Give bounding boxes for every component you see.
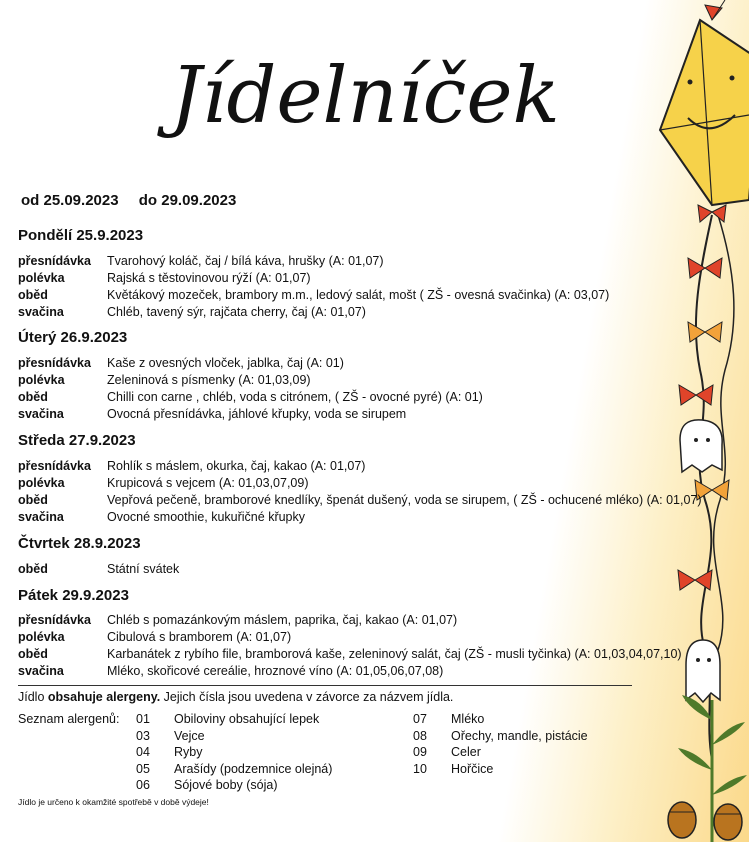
allergen-item xyxy=(136,745,202,761)
meal-type: polévka xyxy=(18,271,65,285)
meal-text: Chléb, tavený sýr, rajčata cherry, čaj (A: 01,07) xyxy=(107,305,366,319)
allergen-note xyxy=(18,690,453,704)
meal-text: Kaše z ovesných vloček, jablka, čaj (A: 01) xyxy=(107,356,344,370)
allergen-note-suffix: Jejich čísla jsou uvedena v závorce za názvem jídla. xyxy=(160,690,454,704)
allergen-item xyxy=(136,778,278,794)
day-heading-thursday: Čtvrtek 28.9.2023 xyxy=(18,535,141,552)
allergen-code: 07 xyxy=(413,712,427,726)
allergen-name: Hořčice xyxy=(451,762,494,776)
allergen-item xyxy=(136,762,332,778)
meal-type: svačina xyxy=(18,305,64,319)
bow-icon-6 xyxy=(678,570,712,590)
meal-type: polévka xyxy=(18,476,65,490)
date-to: do 29.09.2023 xyxy=(138,192,237,209)
day-heading-friday: Pátek 29.9.2023 xyxy=(18,587,129,604)
meal-type: svačina xyxy=(18,407,64,421)
meal-type: polévka xyxy=(18,630,65,644)
meal-text: Cibulová s bramborem (A: 01,07) xyxy=(107,630,292,644)
meal-type: svačina xyxy=(18,510,64,524)
meal-text: Ovocná přesnídávka, jáhlové křupky, voda se sirupem xyxy=(107,407,407,421)
allergen-name: Mléko xyxy=(451,712,485,726)
allergen-code: 06 xyxy=(136,778,150,792)
allergen-name: Vejce xyxy=(174,729,205,743)
meal-type: oběd xyxy=(18,493,48,507)
kite-eye-icon xyxy=(688,80,693,85)
allergen-name: Ryby xyxy=(174,745,203,759)
meal-text: Chléb s pomazánkovým máslem, paprika, čaj, kakao (A: 01,07) xyxy=(107,613,458,627)
ghost-icon-2 xyxy=(686,640,720,702)
allergen-note-bold: obsahuje alergeny. xyxy=(47,690,161,704)
allergen-name: Celer xyxy=(451,745,481,759)
meal-type: oběd xyxy=(18,647,48,661)
kite-body xyxy=(660,20,749,205)
meal-text: Státní svátek xyxy=(107,562,180,576)
date-range xyxy=(21,192,236,209)
allergen-item xyxy=(413,745,481,761)
bow-icon-4 xyxy=(679,385,713,405)
meal-text: Vepřová pečeně, bramborové knedlíky, špenát dušený, voda se sirupem, ( ZŠ - ochucené mléko) (A: 01,07) xyxy=(107,493,702,507)
allergen-code: 08 xyxy=(413,729,427,743)
meal-text: Tvarohový koláč, čaj / bílá káva, hrušky (A: 01,07) xyxy=(107,254,384,268)
meal-type: polévka xyxy=(18,373,65,387)
allergen-name: Ořechy, mandle, pistácie xyxy=(451,729,588,743)
allergen-item xyxy=(413,712,484,728)
allergen-code: 04 xyxy=(136,745,150,759)
divider xyxy=(18,685,632,686)
allergen-code: 03 xyxy=(136,729,150,743)
acorn-icon-2 xyxy=(714,804,742,840)
acorn-icon xyxy=(668,802,696,838)
allergen-code: 01 xyxy=(136,712,150,726)
meal-text: Karbanátek z rybího file, bramborová kaše, zeleninový salát, čaj (ZŠ - musli tyčinka) (A: 01,03,04,07,10) xyxy=(107,647,682,661)
allergen-name: Sójové boby (sója) xyxy=(174,778,278,792)
allergen-name: Arašídy (podzemnice olejná) xyxy=(174,762,333,776)
allergen-item xyxy=(413,729,588,745)
meal-type: oběd xyxy=(18,288,48,302)
footer-note: Jídlo je určeno k okamžité spotřebě v době výdeje! xyxy=(18,797,209,807)
meal-type: svačina xyxy=(18,664,64,678)
meal-type: přesnídávka xyxy=(18,254,91,268)
meal-text: Rohlík s máslem, okurka, čaj, kakao (A: 01,07) xyxy=(107,459,366,473)
bow-icon-2 xyxy=(688,258,722,278)
meal-text: Květákový mozeček, brambory m.m., ledový salát, mošt ( ZŠ - ovesná svačinka) (A: 03,07) xyxy=(107,288,610,302)
allergen-item xyxy=(136,712,319,728)
date-from: od 25.09.2023 xyxy=(21,192,119,209)
page-title xyxy=(170,10,560,170)
allergen-name: Obiloviny obsahující lepek xyxy=(174,712,320,726)
meal-text: Rajská s těstovinovou rýží (A: 01,07) xyxy=(107,271,311,285)
allergen-code: 09 xyxy=(413,745,427,759)
day-heading-tuesday: Úterý 26.9.2023 xyxy=(18,329,128,346)
day-heading-wednesday: Středa 27.9.2023 xyxy=(18,432,136,449)
meal-text: Krupicová s vejcem (A: 01,03,07,09) xyxy=(107,476,309,490)
bow-icon-3 xyxy=(688,322,722,342)
page-title-text: Jídelníček xyxy=(170,51,560,141)
allergen-list-label: Seznam alergenů: xyxy=(18,712,120,726)
meal-text: Ovocné smoothie, kukuřičné křupky xyxy=(107,510,306,524)
ghost-icon xyxy=(680,420,722,472)
allergen-item xyxy=(413,762,493,778)
meal-type: přesnídávka xyxy=(18,459,91,473)
allergen-item xyxy=(136,729,205,745)
meal-type: oběd xyxy=(18,390,48,404)
meal-text: Chilli con carne , chléb, voda s citrónem, ( ZŠ - ovocné pyré) (A: 01) xyxy=(107,390,483,404)
allergen-code: 10 xyxy=(413,762,427,776)
meal-text: Zeleninová s písmenky (A: 01,03,09) xyxy=(107,373,311,387)
meal-text: Mléko, skořicové cereálie, hroznové víno (A: 01,05,06,07,08) xyxy=(107,664,444,678)
meal-type: přesnídávka xyxy=(18,356,91,370)
day-heading-monday: Pondělí 25.9.2023 xyxy=(18,227,144,244)
allergen-note-prefix: Jídlo xyxy=(18,690,48,704)
meal-type: oběd xyxy=(18,562,48,576)
meal-type: přesnídávka xyxy=(18,613,91,627)
allergen-code: 05 xyxy=(136,762,150,776)
